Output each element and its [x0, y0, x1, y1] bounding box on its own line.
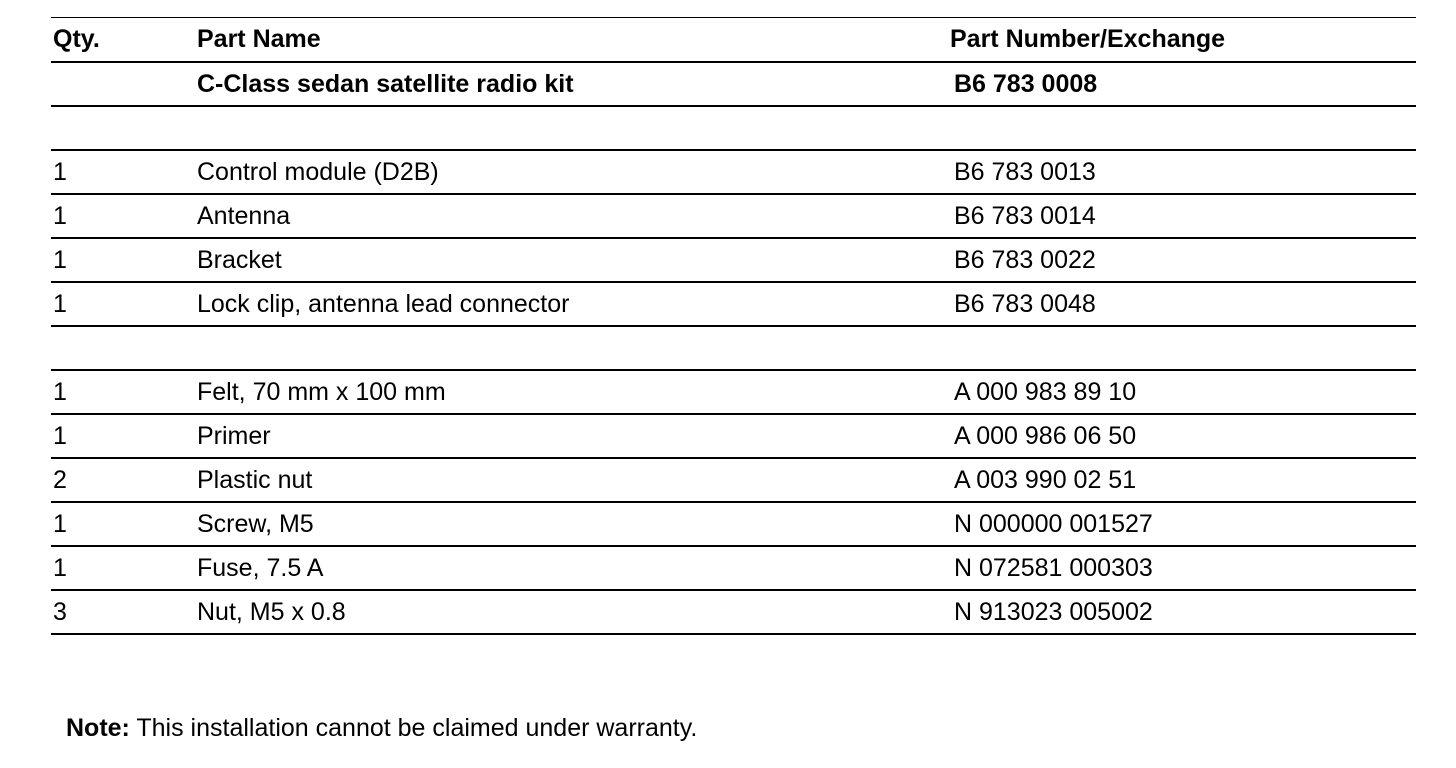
table-row	[51, 459, 1416, 503]
row-part-number: N 072581 000303	[954, 553, 1153, 582]
parts-table	[51, 17, 1416, 635]
row-part-name: Felt, 70 mm x 100 mm	[197, 377, 446, 406]
row-part-number: A 000 983 89 10	[954, 377, 1137, 406]
row-part-name: Nut, M5 x 0.8	[197, 597, 346, 626]
row-qty: 1	[53, 289, 67, 318]
row-qty: 2	[53, 465, 67, 494]
table-row	[51, 591, 1416, 635]
table-row	[51, 151, 1416, 195]
row-part-name: Screw, M5	[197, 509, 314, 538]
spacer-row	[51, 107, 1416, 151]
row-qty: 1	[53, 157, 67, 186]
row-part-name: Antenna	[197, 201, 291, 230]
row-part-name: Primer	[197, 421, 271, 450]
row-part-name: Control module (D2B)	[197, 157, 439, 186]
kit-part-number: B6 783 0008	[954, 69, 1098, 98]
row-qty: 1	[53, 553, 67, 582]
row-qty: 3	[53, 597, 67, 626]
table-row	[51, 239, 1416, 283]
table-row	[51, 415, 1416, 459]
row-part-number: N 913023 005002	[954, 597, 1153, 626]
row-part-number: A 000 986 06 50	[954, 421, 1137, 450]
row-part-number: A 003 990 02 51	[954, 465, 1137, 494]
table-row	[51, 371, 1416, 415]
row-part-name: Plastic nut	[197, 465, 313, 494]
warranty-note	[66, 714, 697, 743]
row-qty: 1	[53, 201, 67, 230]
kit-part-name: C-Class sedan satellite radio kit	[197, 69, 574, 98]
row-part-number: B6 783 0048	[954, 289, 1096, 318]
row-part-number: B6 783 0013	[954, 157, 1096, 186]
row-part-name: Fuse, 7.5 A	[197, 553, 324, 582]
table-row	[51, 503, 1416, 547]
row-part-number: B6 783 0014	[954, 201, 1096, 230]
row-qty: 1	[53, 421, 67, 450]
note-label: Note:	[66, 714, 130, 742]
spacer-row	[51, 327, 1416, 371]
table-row	[51, 195, 1416, 239]
row-part-name: Bracket	[197, 245, 282, 274]
row-qty: 1	[53, 377, 67, 406]
table-row	[51, 547, 1416, 591]
row-qty: 1	[53, 245, 67, 274]
header-part-number: Part Number/Exchange	[950, 25, 1226, 53]
table-header-row	[51, 18, 1416, 63]
row-part-number: N 000000 001527	[954, 509, 1153, 538]
header-qty: Qty.	[53, 25, 100, 53]
kit-row	[51, 63, 1416, 107]
note-text: This installation cannot be claimed under warranty.	[129, 714, 698, 742]
row-part-name: Lock clip, antenna lead connector	[197, 289, 570, 318]
table-row	[51, 283, 1416, 327]
row-qty: 1	[53, 509, 67, 538]
row-part-number: B6 783 0022	[954, 245, 1096, 274]
header-part-name: Part Name	[197, 25, 321, 53]
